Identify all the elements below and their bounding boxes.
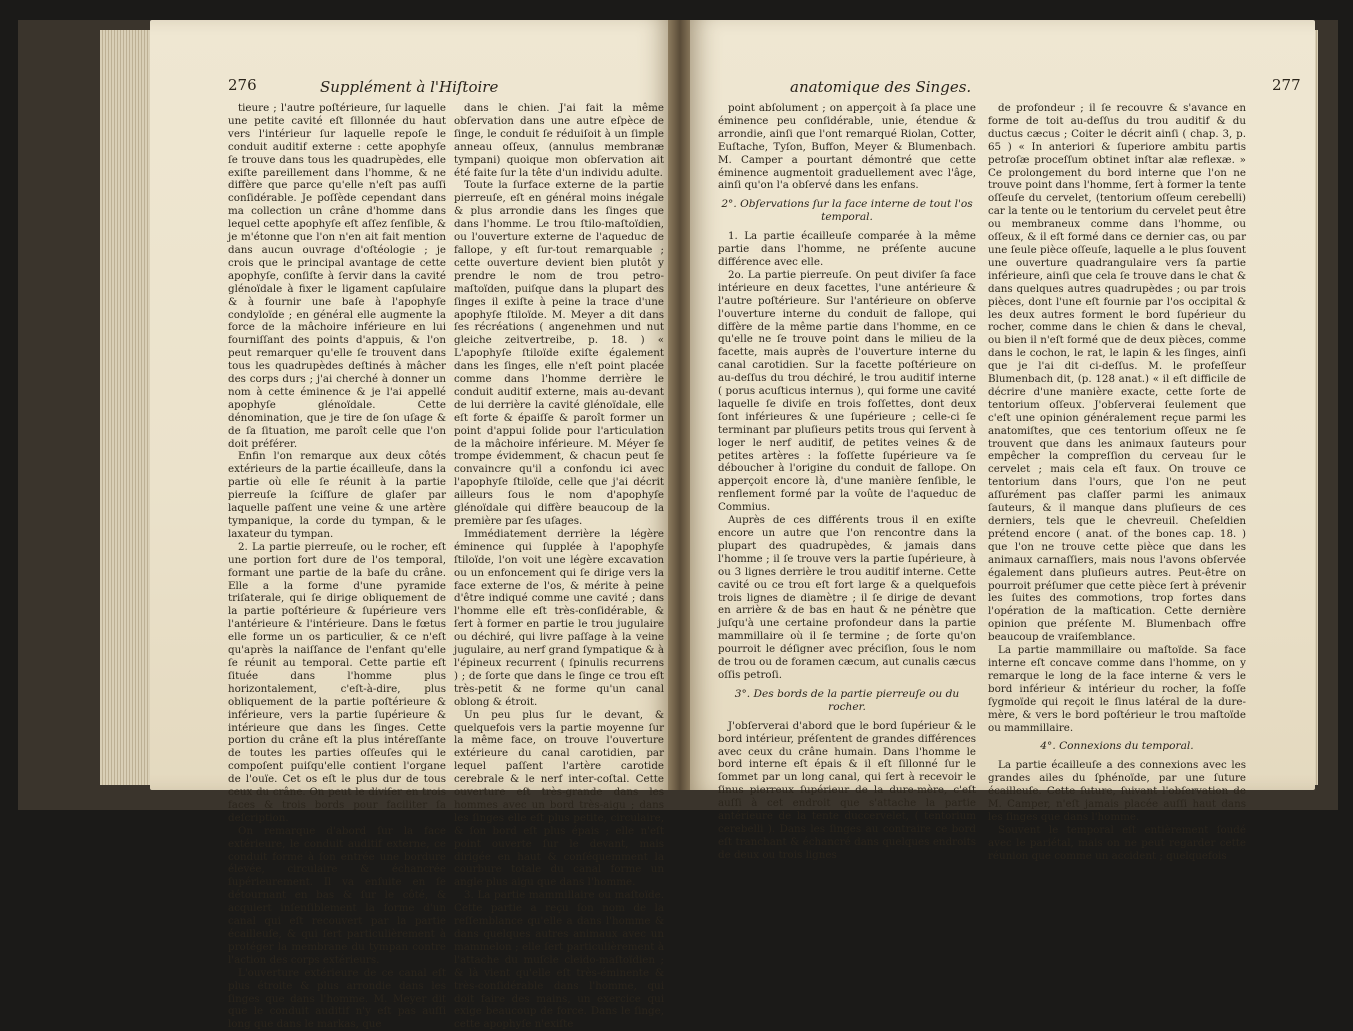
paragraph: On remarque d'abord ſur la face extérieure, le conduit auditif externe, ce conduit forme à ſon entrée une bordure élevée, circulaire & échancrée ſupérieurement. Il va enſuite en ſe détournant en bas & ſur le côté, & acquiert inſenſiblement la forme d'un canal qui eſt recouvert par la partie écailleuſe, & qui ſert particulièrement à protéger la membrane du tympan contre l'action des corps extérieurs. xyxy=(228,824,446,966)
paragraph: 2o. La partie pierreuſe. On peut diviſer ſa face intérieure en deux facettes, l'une antérieure & l'autre poſtérieure. Sur l'antérieure on obſerve l'ouverture interne du conduit de fallope, qui diffère de la même partie dans l'homme, en ce qu'elle ne ſe trouve point dans le milieu de la facette, mais auprès de l'ouverture interne du canal carotidien. Sur la facette poſtérieure on au-deſſus du trou déchiré, le trou auditif interne ( porus acuſticus internus ), qui forme une cavité laquelle ſe diviſe en trois foſſettes, dont deux ſont inférieures & une ſupérieure ; celle-ci ſe terminant par pluſieurs petits trous qui ſervent à loger le nerf auditif, de petites veines & de petites artères : la foſſette ſupérieure va ſe déboucher à l'origine du conduit de fallope. On apperçoit encore là, d'une manière ſenſible, le renflement formé par la voûte de l'aqueduc de Commius. xyxy=(718,268,976,514)
right-column-1 xyxy=(718,102,976,861)
left-column-1 xyxy=(228,102,446,1031)
paragraph: L'ouverture extérieure de ce canal eſt plus étroite & plus arrondie dans les ſinges que dans l'homme. M. Meyer dit que le conduit auditif n'y eſt pas auſſi long que dans le markas, que xyxy=(228,966,446,1031)
page-number-right: 277 xyxy=(1272,76,1301,94)
paragraph: Immédiatement derrière la légère éminence qui ſupplée à l'apophyſe ſtiloïde, l'on voit une légère excavation ou un enfoncement qui ſe dirige vers la face externe de l'os, & mérite à peine d'être indiqué comme une cavité ; dans l'homme elle eſt très-conſidérable, & ſert à former en partie le trou jugulaire ou déchiré, qui livre paſſage à la veine jugulaire, au nerf grand ſympatique & à l'épineux recurrent ( ſpinulis recurrens ) ; de ſorte que dans le ſinge ce trou eſt très-petit & ne forme qu'un canal oblong & étroit. xyxy=(454,527,664,708)
right-column-2 xyxy=(988,102,1246,862)
paragraph: 1. La partie écailleuſe comparée à la même partie dans l'homme, ne préſente aucune différence avec elle. xyxy=(718,230,976,268)
section-heading: 3°. Des bords de la partie pierreuſe ou du rocher. xyxy=(734,687,960,713)
paragraph: Enfin l'on remarque aux deux côtés extérieurs de la partie écailleuſe, dans la partie où elle ſe réunit à la partie pierreuſe la ſciſſure de glaſer par laquelle paſſent une veine & une artère tympanique, la corde du tympan, & le laxateur du tympan. xyxy=(228,450,446,540)
paragraph: La partie mammillaire ou maſtoïde. Sa face interne eſt concave comme dans l'homme, on y remarque le long de la face interne & vers le bord inférieur & intérieur du rocher, la foſſe ſygmoïde qui reçoit le ſinus latéral de la dure-mère, & vers le bord poſtérieur le trou maſtoïde ou mammillaire. xyxy=(988,644,1246,734)
book-gutter xyxy=(668,20,692,790)
running-header-left: Supplément à l'Hiſtoire xyxy=(320,78,499,96)
paragraph: 3. La partie mammillaire ou maſtoïde. Cette partie a reçu ſon nom de la reſſemblance qu'elle a dans l'homme & dans quelques autres animaux avec un mammelon ; elle ſert particulièrement à l'attache du muſcle cleido-maſtoïdien ; & là vient qu'elle eſt très-éminente & très-conſidérable dans l'homme, qui doit faire des mains, un exercice qui exige beaucoup de force. Dans le ſinge, cette apophyſe n'exiſte xyxy=(454,889,664,1031)
left-page-edges xyxy=(100,30,152,785)
left-column-2 xyxy=(454,102,664,1031)
paragraph: de profondeur ; il ſe recouvre & s'avance en forme de toit au-deſſus du trou auditif & du ductus cæcus ; Coiter le décrit ainſi ( chap. 3, p. 65 ) « In anteriori & ſuperiore ambitu partis petroſæ proceſſum obtinet inſtar alæ reflexæ. » Ce prolongement du bord interne que l'on ne trouve point dans l'homme, ſert à former la tente oſſeuſe du cervelet, (tentorium oſſeum cerebelli) car la tente ou le tentorium du cervelet peut être ou membraneux comme dans l'homme, ou oſſeux, & il eſt formé dans ce dernier cas, ou par une ſeule pièce oſſeuſe, laquelle a le plus ſouvent une ouverture quadrangulaire vers ſa partie inférieure, ainſi que cela ſe trouve dans le chat & dans quelques autres quadrupèdes ; ou par trois pièces, dont l'une eſt fournie par l'os occipital & les deux autres forment le bord ſupérieur du rocher, comme dans le chien & dans le cheval, ou bien il n'eſt formé que de deux pièces, comme dans le cochon, le rat, le lapin & les ſinges, ainſi que je l'ai dit ci-deſſus. M. le profeſſeur Blumenbach dit, (p. 128 anat.) « il eſt difficile de décrire d'une manière exacte, cette ſorte de tentorium oſſeux. J'obſerverai ſeulement que c'eſt une opinion généralement reçue parmi les anatomiſtes, que ces tentorium oſſeux ne ſe trouvent que dans les animaux ſauteurs pour empêcher la compreſſion du cerveau ſur le cervelet ; mais cela eſt faux. On trouve ce tentorium dans l'ours, que l'on ne peut aſſurément pas claſſer parmi les animaux ſauteurs, & il manque dans pluſieurs de ces derniers, tels que le chevreuil. Cheſeldien prétend encore ( anat. of the bones cap. 18. ) que l'on ne trouve cette pièce que dans les animaux carnaſſiers, mais nous l'avons obſervée également dans pluſieurs autres. Peut-être on pourroit préſumer que cette pièce ſert à prévenir les ſuites des commotions, trop fortes dans l'opération de la maſtication. Cette dernière opinion que préſente M. Blumenbach offre beaucoup de vraiſemblance. xyxy=(988,102,1246,644)
paragraph: La partie écailleuſe a des connexions avec les grandes ailes du ſphénoïde, par une ſuture écailleuſe. Cette ſuture, ſuivant l'obſervation de M. Camper, n'eſt jamais placée auſſi haut dans les ſinges que dans l'homme. xyxy=(988,759,1246,823)
paragraph: point abſolument ; on apperçoit à ſa place une éminence peu conſidérable, unie, étendue & arrondie, ainſi que l'ont remarqué Riolan, Cotter, Euſtache, Tyſon, Buffon, Meyer & Blumenbach. M. Camper a pourtant démontré que cette éminence augmentoit graduellement avec l'âge, ainſi qu'on l'a obſervé dans les enfans. xyxy=(718,102,976,192)
paragraph: 2. La partie pierreuſe, ou le rocher, eſt une portion fort dure de l'os temporal, formant une partie de la baſe du crâne. Elle a la forme d'une pyramide triſaterale, qui ſe dirige obliquement de la partie poſtérieure & ſupérieure vers l'antérieure & l'intérieure. Dans le fœtus elle forme un os particulier, & ce n'eſt qu'après la naiſſance de l'enfant qu'elle ſe réunit au temporal. Cette partie eſt ſituée dans l'homme plus horizontalement, c'eſt-à-dire, plus obliquement de la partie poſtérieure & inférieure, vers la partie ſupérieure & intérieure que dans les ſinges. Cette portion du crâne eſt la plus intéreſſante de toutes les parties oſſeuſes qui le compoſent puiſqu'elle contient l'organe de l'ouïe. Cet os eſt le plus dur de tous ceux du crâne. On peut le diviſer en trois faces & trois bords pour faciliter ſa deſcription. xyxy=(228,540,446,824)
page-number-left: 276 xyxy=(228,76,257,94)
paragraph: Souvent le temporal eſt entièrement ſoudé avec le pariétal, mais on ne peut regarder cette réunion que comme un accident ; quelquefois xyxy=(988,823,1246,862)
right-page xyxy=(690,20,1315,862)
left-page xyxy=(150,20,670,1031)
paragraph: Toute la ſurface externe de la partie pierreuſe, eſt en général moins inégale & plus arrondie dans les ſinges que dans l'homme. Le trou ſtilo-maſtoïdien, ou l'ouverture externe de l'aqueduc de fallope, y eſt ſur-tout remarquable ; cette ouverture devient bien plutôt y prendre le nom de trou petro-maſtoïden, puiſque dans la plupart des ſinges il exiſte à peine la trace d'une apophyſe ſtiloïde. M. Meyer a dit dans ſes récréations ( angenehmen und nut gleiche zeitvertreibe, p. 18. ) « L'apophyſe ſtiloïde exiſte également dans les ſinges, elle n'eſt point placée comme dans l'homme derrière le conduit auditif externe, mais au-devant de lui derrière la cavité glénoïdale, elle eſt forte & épaiſſe & paroît former un point d'appui ſolide pour l'articulation de la mâchoire inférieure. M. Méyer ſe trompe évidemment, & chacun peut ſe convaincre qu'il a confondu ici avec l'apophyſe ſtiloïde, celle que j'ai décrit ailleurs ſous le nom d'apophyſe glénoïdale qui diffère beaucoup de la première par ſes uſages. xyxy=(454,179,664,527)
section-heading: 4°. Connexions du temporal. xyxy=(1040,740,1194,753)
paragraph: tieure ; l'autre poſtérieure, ſur laquelle une petite cavité eſt ſillonnée du haut vers l'intérieur ſur laquelle repoſe le conduit auditif externe : cette apophyſe ſe trouve dans tous les quadrupèdes, elle exiſte pareillement dans l'homme, & ne diffère que parce qu'elle n'eſt pas auſſi conſidérable. Je poſſède cependant dans ma collection un crâne d'homme dans lequel cette apophyſe eſt aſſez ſenſible, & je m'étonne que l'on n'en ait fait mention dans aucun ouvrage d'oſtéologie ; je crois que le principal avantage de cette apophyſe, conſiſte à ſervir dans la cavité glénoïdale à fixer le ligament capſulaire & à fournir une baſe à l'apophyſe condyloïde ; en général elle augmente la force de la mâchoire inférieure en lui fourniſſant des points d'appuis, & l'on peut remarquer qu'elle ſe trouvent dans tous les quadrupèdes deſtinés à mâcher des corps durs ; j'ai cherché à donner un nom à cette éminence & je l'ai appellé apophyſe glénoïdale. Cette dénomination, que je tire de ſon uſage & de ſa ſituation, me paroît celle que l'on doit préférer. xyxy=(228,102,446,450)
paragraph: Un peu plus ſur le devant, & quelquefois vers la partie moyenne ſur la même face, on trouve l'ouverture extérieure du canal carotidien, par lequel paſſent l'artère carotide cerebrale & le nerf inter-coſtal. Cette ouverture eſt très-grande dans les hommes avec un bord très-aigu ; dans les ſinges elle eſt plus petite, circulaire, & ſon bord eſt plus épais ; elle n'eſt point ouverte ſur le devant, mais dirigée en haut & conſéquemment la courbure totale du canal forme un angle plus aigu que dans l'homme. xyxy=(454,708,664,889)
paragraph: Auprès de ces différents trous il en exiſte encore un autre que l'on rencontre dans la plupart des quadrupèdes, & jamais dans l'homme ; il ſe trouve vers la partie ſupérieure, à ou 3 lignes derrière le trou auditif interne. Cette cavité ou ce trou eſt fort large & a quelquefois trois lignes de diamètre ; il ſe dirige de devant en arrière & de bas en haut & ne pénètre que juſqu'à une certaine profondeur dans la partie mammillaire où il ſe termine ; de ſorte qu'on pourroit le déſigner avec préciſion, ſous le nom de trou ou de foramen cæcum, aut cunalis cæcus oſſis petroſi. xyxy=(718,514,976,681)
paragraph: dans le chien. J'ai fait la même obſervation dans une autre eſpèce de ſinge, le conduit ſe réduiſoit à un ſimple anneau oſſeux, (annulus membranæ tympani) quoique mon obſervation ait été faite ſur la tête d'un individu adulte. xyxy=(454,102,664,179)
section-heading: 2°. Obſervations ſur la face interne de tout l'os temporal. xyxy=(721,198,973,224)
paragraph: J'obſerverai d'abord que le bord ſupérieur & le bord intérieur, préſentent de grandes différences avec ceux du crâne humain. Dans l'homme le bord interne eſt épais & il eſt ſillonné ſur le ſommet par un long canal, qui ſert à recevoir le ſinus pierreux ſupérieur de la dure-mère, c'eſt auſſi à cet endroit que s'attache la partie antérieure de la tente duccervelet, ( tentorium cerebelli ). Dans les ſinges au contraire ce bord eſt tranchant & échancré dans quelques endroits de deux ou trois lignes xyxy=(718,719,976,861)
running-header-right: anatomique des Singes. xyxy=(790,78,972,96)
